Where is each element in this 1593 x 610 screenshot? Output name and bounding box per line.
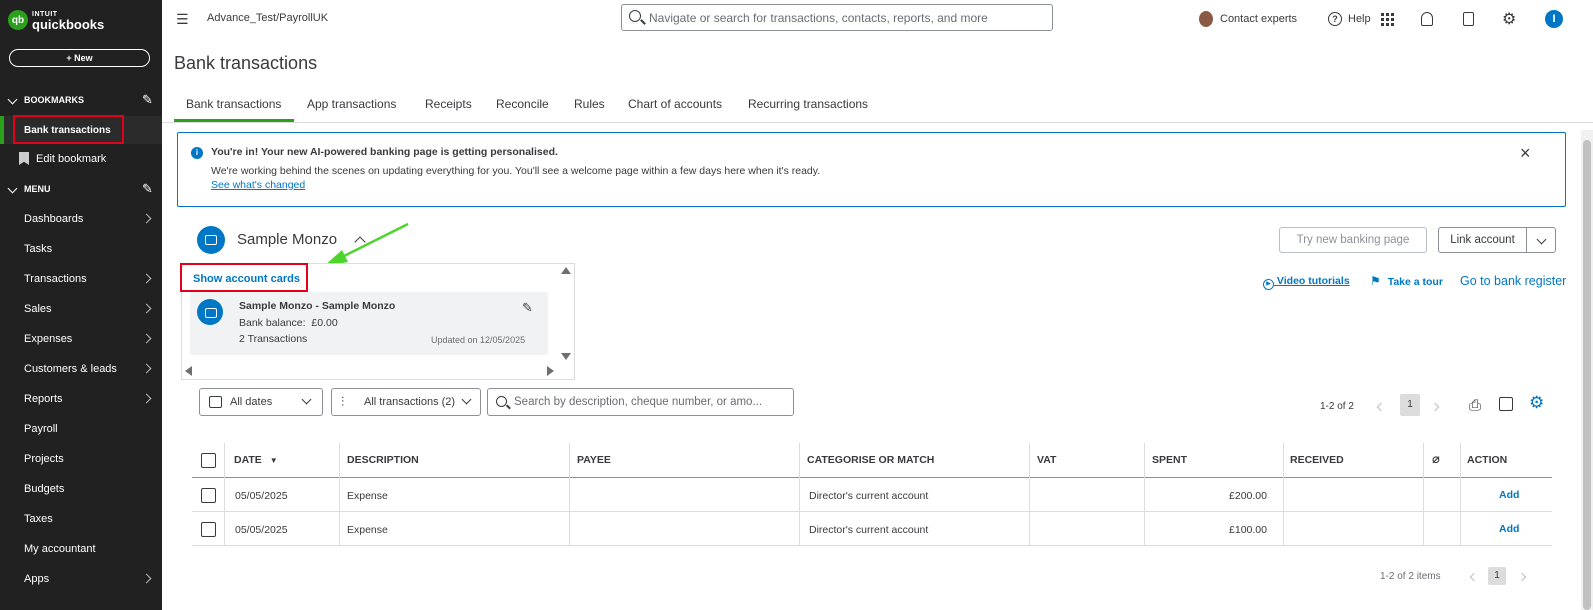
sidebar-item-my-accountant[interactable] [0,535,162,563]
edit-menu-pencil-icon[interactable]: ✎ [142,181,153,196]
page-scrollbar[interactable] [1581,130,1593,610]
col-vat: VAT [1037,454,1057,466]
bookmarks-label: BOOKMARKS [24,95,84,105]
tab-recurring-transactions[interactable]: Recurring transactions [748,97,869,111]
pager-items-range: 1-2 of 2 items [1380,571,1441,582]
menu-header[interactable] [0,179,162,199]
row-category[interactable]: Director's current account [809,490,929,502]
date-filter-dropdown[interactable]: All dates [199,388,323,416]
apps-grid-button[interactable] [1381,0,1394,38]
next-page-icon[interactable] [1431,403,1439,411]
menu-label: MENU [24,184,51,194]
brand-top: INTUIT [32,11,58,18]
sidebar-item-apps[interactable] [0,565,162,593]
row-date: 05/05/2025 [235,490,288,502]
sidebar-item-label: Dashboards [24,213,84,225]
row-description: Expense [347,524,388,536]
chevron-down-icon [8,184,18,194]
chevron-right-icon [142,334,152,344]
sidebar-item-label: Tasks [24,243,53,255]
sidebar-item-label: Projects [24,453,64,465]
sidebar-item-tasks[interactable] [0,235,162,263]
attachment-icon: ⌀ [1432,451,1440,466]
tab-bank-transactions[interactable]: Bank transactions [174,92,294,122]
sidebar-item-edit-bookmark[interactable] [0,145,162,173]
bank-account-icon [197,299,223,325]
table-row[interactable] [192,478,1552,512]
row-spent: £200.00 [1229,490,1267,502]
go-to-bank-register-link[interactable]: Go to bank register [1460,274,1567,288]
play-icon: ▶ [1263,279,1274,290]
scroll-right-icon[interactable] [547,366,554,376]
page-title: Bank transactions [174,53,318,73]
brand-name: quickbooks [32,17,105,32]
chevron-right-icon [142,214,152,224]
row-checkbox[interactable] [201,488,216,503]
sidebar-item-label: Reports [24,393,63,405]
tab-receipts[interactable]: Receipts [425,97,472,111]
transaction-search-input[interactable] [514,394,789,410]
bookmark-icon [19,152,29,165]
transactions-filter-dropdown[interactable]: ⫶ All transactions (2) [331,388,481,416]
sidebar-item-label: Payroll [24,423,58,435]
sidebar-item-customers-leads[interactable] [0,355,162,383]
bookmarks-header[interactable] [0,90,162,110]
add-button[interactable]: Add [1499,489,1520,501]
print-icon[interactable]: ⎙ [1469,397,1482,414]
top-bar [162,0,1593,38]
new-button[interactable]: + New [9,49,150,67]
close-icon[interactable]: × [1520,143,1531,163]
highlight-box [180,263,308,292]
export-icon[interactable] [1499,397,1513,411]
video-tutorials-link[interactable]: ▶ Video tutorials [1263,275,1350,290]
sidebar-item-transactions[interactable] [0,265,162,293]
col-spent: SPENT [1152,454,1188,466]
col-description: DESCRIPTION [347,454,419,466]
menu-toggle-icon[interactable]: ☰ [176,11,189,27]
sidebar-item-sales[interactable] [0,295,162,323]
prev-page-icon[interactable] [1377,403,1385,411]
chevron-down-icon [8,95,18,105]
sidebar-item-label: Apps [24,573,50,585]
highlight-box [13,115,124,144]
global-search-input[interactable] [649,9,1049,27]
row-checkbox[interactable] [201,522,216,537]
bank-account-icon [197,226,225,254]
sidebar-item-label: Taxes [24,513,53,525]
pager-range: 1-2 of 2 [1320,401,1354,412]
sidebar-item-label: Transactions [24,273,87,285]
chevron-down-icon [1536,235,1546,245]
see-whats-changed-link[interactable]: See what's changed [211,179,306,191]
sidebar [0,0,162,610]
chevron-right-icon [142,364,152,374]
link-account-button[interactable]: Link account [1438,227,1527,253]
card-balance: Bank balance: £0.00 [239,317,338,329]
current-page[interactable]: 1 [1400,394,1420,416]
sidebar-item-label: Bank transactions [24,124,111,136]
settings-button[interactable] [1502,0,1516,38]
edit-bookmarks-pencil-icon[interactable]: ✎ [142,92,153,107]
sidebar-item-expenses[interactable] [0,325,162,353]
contact-experts-link[interactable] [1199,0,1297,38]
sidebar-item-label: Expenses [24,333,73,345]
apps-grid-icon [1381,13,1394,26]
bell-icon [1421,12,1433,26]
col-categorise: CATEGORISE OR MATCH [807,454,935,466]
global-search[interactable] [621,4,1053,31]
sidebar-item-label: Budgets [24,483,65,495]
help-icon: ? [1328,12,1342,26]
help-label: Help [1348,13,1371,25]
tab-reconcile[interactable]: Reconcile [496,97,549,111]
help-button[interactable] [1328,0,1371,38]
user-menu-button[interactable] [1545,0,1563,38]
banner-heading: You're in! Your new AI-powered banking page is getting personalised. [211,146,558,158]
table-row[interactable] [192,512,1552,546]
transaction-search[interactable] [487,388,794,416]
search-icon [629,10,641,22]
notifications-button[interactable] [1421,0,1433,38]
scroll-left-icon[interactable] [185,366,192,376]
quickbooks-logo[interactable] [8,10,104,30]
expert-avatar [1199,11,1213,27]
filter-sliders-icon: ⫶ [341,394,345,409]
gear-icon: ⚙ [1502,11,1517,28]
show-account-cards-link[interactable]: Show account cards [193,273,300,285]
sidebar-item-taxes[interactable] [0,505,162,533]
scrollbar-thumb[interactable] [1583,140,1591,610]
col-action: ACTION [1467,454,1508,466]
qb-logo-icon: qb [8,10,28,30]
scroll-up-icon[interactable] [561,267,571,274]
card-updated: Updated on 12/05/2025 [431,335,526,345]
sidebar-item-label: My accountant [24,543,96,555]
next-page-icon[interactable] [1518,573,1526,581]
sidebar-item-dashboards[interactable] [0,205,162,233]
sidebar-item-budgets[interactable] [0,475,162,503]
table-settings-gear-icon[interactable]: ⚙ [1529,393,1545,412]
tab-rules[interactable]: Rules [574,97,605,111]
info-icon: i [191,147,203,159]
calendar-icon [209,396,222,408]
sidebar-item-payroll[interactable] [0,415,162,443]
add-button[interactable]: Add [1499,523,1520,535]
clipboard-icon [1463,12,1474,26]
try-new-banking-button[interactable]: Try new banking page [1279,227,1427,253]
search-icon [496,396,507,407]
banner-body: We're working behind the scenes on updating everything for you. You'll see a welcome page within a few days here when it's ready. [211,165,821,177]
chevron-down-icon [462,395,472,405]
row-spent: £100.00 [1229,524,1267,536]
chevron-right-icon [142,274,152,284]
account-name[interactable]: Sample Monzo [237,231,338,248]
sidebar-item-label: Customers & leads [24,363,117,375]
col-date[interactable]: DATE ▼ [234,454,278,466]
col-received: RECEIVED [1290,454,1344,466]
take-a-tour-link[interactable]: ⚑ Take a tour [1370,274,1443,288]
user-avatar: I [1545,10,1563,28]
contact-experts-label: Contact experts [1220,13,1298,25]
sidebar-item-label: Edit bookmark [36,153,107,165]
sort-down-icon: ▼ [269,456,278,465]
sidebar-item-label: Sales [24,303,52,315]
sidebar-item-reports[interactable] [0,385,162,413]
link-account-dropdown[interactable] [1526,227,1556,253]
table-header [192,443,1552,478]
chevron-right-icon [142,304,152,314]
info-banner [177,132,1566,207]
tasks-button[interactable] [1463,0,1474,38]
tour-icon: ⚑ [1370,274,1381,288]
company-name: Advance_Test/PayrollUK [207,12,329,24]
row-category[interactable]: Director's current account [809,524,929,536]
row-date: 05/05/2025 [235,524,288,536]
tab-app-transactions[interactable]: App transactions [307,97,397,111]
chevron-right-icon [142,574,152,584]
col-payee: PAYEE [577,454,611,466]
tabs-divider [162,122,1593,123]
sidebar-item-projects[interactable] [0,445,162,473]
current-page[interactable]: 1 [1488,567,1506,585]
chevron-right-icon [142,394,152,404]
card-title: Sample Monzo - Sample Monzo [239,300,396,312]
row-description: Expense [347,490,388,502]
chevron-down-icon [302,395,312,405]
select-all-checkbox[interactable] [201,453,216,468]
edit-pencil-icon[interactable]: ✎ [522,300,533,315]
tab-chart-of-accounts[interactable]: Chart of accounts [628,97,723,111]
prev-page-icon[interactable] [1470,573,1478,581]
card-transactions: 2 Transactions [239,333,308,345]
account-card[interactable] [190,292,548,355]
scroll-down-icon[interactable] [561,353,571,360]
